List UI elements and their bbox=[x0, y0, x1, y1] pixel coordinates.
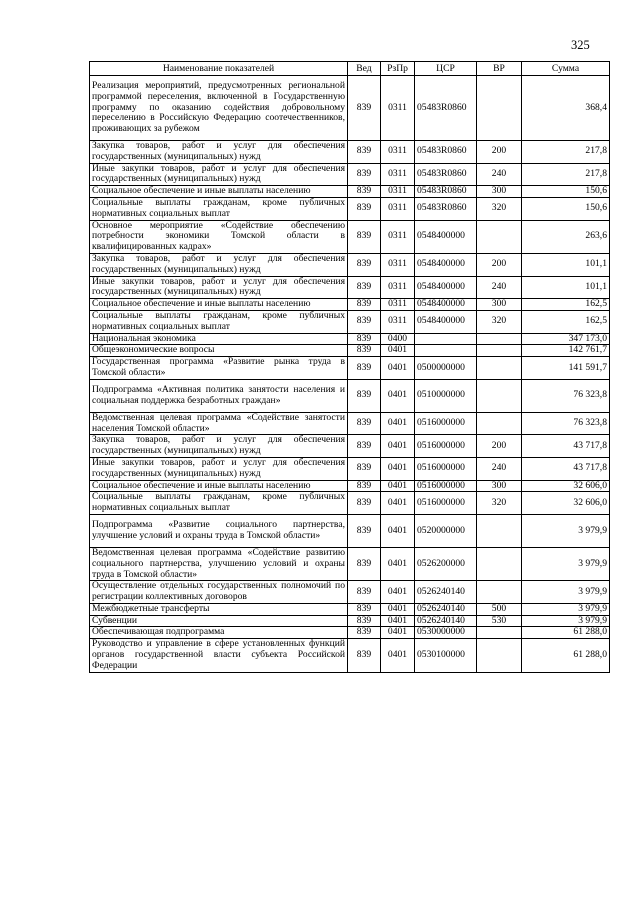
row-rzpr: 0401 bbox=[381, 345, 415, 357]
header-ved: Вед bbox=[348, 62, 381, 76]
table-row bbox=[90, 253, 610, 276]
row-rzpr: 0311 bbox=[381, 141, 415, 164]
row-rzpr: 0401 bbox=[381, 492, 415, 515]
row-csr: 0526240140 bbox=[415, 603, 477, 615]
row-name: Закупка товаров, работ и услуг для обеспечения государственных (муниципальных) нужд bbox=[90, 253, 348, 276]
row-rzpr: 0311 bbox=[381, 310, 415, 333]
row-ved: 839 bbox=[348, 357, 381, 380]
row-rzpr: 0311 bbox=[381, 276, 415, 299]
row-sum: 368,4 bbox=[522, 76, 610, 141]
row-sum: 76 323,8 bbox=[522, 412, 610, 435]
row-rzpr: 0311 bbox=[381, 197, 415, 220]
row-vr bbox=[477, 220, 522, 253]
table-row bbox=[90, 457, 610, 480]
row-ved: 839 bbox=[348, 333, 381, 345]
row-vr bbox=[477, 412, 522, 435]
row-rzpr: 0401 bbox=[381, 379, 415, 412]
row-csr: 0516000000 bbox=[415, 492, 477, 515]
row-rzpr: 0401 bbox=[381, 639, 415, 672]
header-csr: ЦСР bbox=[415, 62, 477, 76]
table-header-row bbox=[90, 62, 610, 76]
row-ved: 839 bbox=[348, 639, 381, 672]
row-rzpr: 0401 bbox=[381, 547, 415, 580]
row-vr: 530 bbox=[477, 615, 522, 627]
table-row bbox=[90, 76, 610, 141]
row-ved: 839 bbox=[348, 514, 381, 547]
row-rzpr: 0311 bbox=[381, 186, 415, 198]
row-csr: 0516000000 bbox=[415, 435, 477, 458]
row-vr: 240 bbox=[477, 457, 522, 480]
table-row bbox=[90, 514, 610, 547]
row-name: Социальное обеспечение и иные выплаты населению bbox=[90, 186, 348, 198]
row-name: Осуществление отдельных государственных полномочий по регистрации коллективных договоров bbox=[90, 581, 348, 604]
row-name: Национальная экономика bbox=[90, 333, 348, 345]
row-rzpr: 0401 bbox=[381, 627, 415, 639]
row-vr bbox=[477, 639, 522, 672]
budget-table bbox=[89, 61, 610, 673]
row-name: Социальные выплаты гражданам, кроме публичных нормативных социальных выплат bbox=[90, 310, 348, 333]
row-vr bbox=[477, 357, 522, 380]
row-name: Ведомственная целевая программа «Содействие развитию социального партнерства, улучшению условий и охраны труда в Томской области» bbox=[90, 547, 348, 580]
table-row bbox=[90, 627, 610, 639]
row-ved: 839 bbox=[348, 220, 381, 253]
header-sum: Сумма bbox=[522, 62, 610, 76]
row-sum: 217,8 bbox=[522, 163, 610, 186]
row-csr: 0548400000 bbox=[415, 276, 477, 299]
row-vr bbox=[477, 514, 522, 547]
row-sum: 61 288,0 bbox=[522, 639, 610, 672]
row-sum: 43 717,8 bbox=[522, 435, 610, 458]
row-name: Государственная программа «Развитие рынка труда в Томской области» bbox=[90, 357, 348, 380]
row-sum: 150,6 bbox=[522, 197, 610, 220]
row-sum: 3 979,9 bbox=[522, 581, 610, 604]
row-vr: 300 bbox=[477, 480, 522, 492]
row-rzpr: 0401 bbox=[381, 581, 415, 604]
row-rzpr: 0401 bbox=[381, 615, 415, 627]
row-rzpr: 0311 bbox=[381, 220, 415, 253]
table-row bbox=[90, 276, 610, 299]
row-rzpr: 0401 bbox=[381, 514, 415, 547]
row-sum: 61 288,0 bbox=[522, 627, 610, 639]
row-vr: 500 bbox=[477, 603, 522, 615]
row-name: Социальное обеспечение и иные выплаты населению bbox=[90, 299, 348, 311]
row-sum: 263,6 bbox=[522, 220, 610, 253]
table-row bbox=[90, 603, 610, 615]
row-name: Руководство и управление в сфере установленных функций органов государственной власти субъекта Российской Федерации bbox=[90, 639, 348, 672]
row-name: Социальные выплаты гражданам, кроме публичных нормативных социальных выплат bbox=[90, 197, 348, 220]
row-csr: 05483R0860 bbox=[415, 197, 477, 220]
table-row bbox=[90, 547, 610, 580]
row-vr: 240 bbox=[477, 276, 522, 299]
table-row bbox=[90, 163, 610, 186]
table-row bbox=[90, 581, 610, 604]
row-name: Иные закупки товаров, работ и услуг для обеспечения государственных (муниципальных) нужд bbox=[90, 457, 348, 480]
row-ved: 839 bbox=[348, 615, 381, 627]
table-row bbox=[90, 379, 610, 412]
row-csr: 0526200000 bbox=[415, 547, 477, 580]
row-vr: 200 bbox=[477, 253, 522, 276]
table-row bbox=[90, 141, 610, 164]
table-row bbox=[90, 357, 610, 380]
row-ved: 839 bbox=[348, 299, 381, 311]
row-sum: 142 761,7 bbox=[522, 345, 610, 357]
row-rzpr: 0401 bbox=[381, 435, 415, 458]
row-ved: 839 bbox=[348, 253, 381, 276]
row-vr bbox=[477, 627, 522, 639]
row-sum: 3 979,9 bbox=[522, 547, 610, 580]
row-ved: 839 bbox=[348, 492, 381, 515]
row-rzpr: 0401 bbox=[381, 603, 415, 615]
row-csr: 0500000000 bbox=[415, 357, 477, 380]
row-rzpr: 0311 bbox=[381, 163, 415, 186]
row-csr: 0548400000 bbox=[415, 253, 477, 276]
row-name: Социальное обеспечение и иные выплаты населению bbox=[90, 480, 348, 492]
row-name: Закупка товаров, работ и услуг для обеспечения государственных (муниципальных) нужд bbox=[90, 435, 348, 458]
row-name: Основное мероприятие «Содействие обеспечению потребности экономики Томской области в квалифицированных кадрах» bbox=[90, 220, 348, 253]
row-ved: 839 bbox=[348, 379, 381, 412]
table-row bbox=[90, 412, 610, 435]
row-vr: 200 bbox=[477, 141, 522, 164]
row-sum: 141 591,7 bbox=[522, 357, 610, 380]
header-rzpr: РзПр bbox=[381, 62, 415, 76]
row-ved: 839 bbox=[348, 186, 381, 198]
row-name: Социальные выплаты гражданам, кроме публичных нормативных социальных выплат bbox=[90, 492, 348, 515]
table-row bbox=[90, 615, 610, 627]
row-name: Ведомственная целевая программа «Содействие занятости населения Томской области» bbox=[90, 412, 348, 435]
row-ved: 839 bbox=[348, 603, 381, 615]
row-rzpr: 0400 bbox=[381, 333, 415, 345]
row-csr: 0526240140 bbox=[415, 615, 477, 627]
table-row bbox=[90, 333, 610, 345]
row-vr: 320 bbox=[477, 310, 522, 333]
row-sum: 3 979,9 bbox=[522, 514, 610, 547]
row-ved: 839 bbox=[348, 457, 381, 480]
row-name: Подпрограмма «Активная политика занятости населения и социальная поддержка безработных граждан» bbox=[90, 379, 348, 412]
row-csr: 0530000000 bbox=[415, 627, 477, 639]
table-row bbox=[90, 480, 610, 492]
row-ved: 839 bbox=[348, 76, 381, 141]
table-row bbox=[90, 435, 610, 458]
table-row bbox=[90, 220, 610, 253]
table-row bbox=[90, 639, 610, 672]
row-rzpr: 0311 bbox=[381, 299, 415, 311]
row-sum: 3 979,9 bbox=[522, 615, 610, 627]
row-vr bbox=[477, 76, 522, 141]
row-sum: 162,5 bbox=[522, 299, 610, 311]
header-vr: ВР bbox=[477, 62, 522, 76]
table-row bbox=[90, 299, 610, 311]
table-row bbox=[90, 345, 610, 357]
row-name: Закупка товаров, работ и услуг для обеспечения государственных (муниципальных) нужд bbox=[90, 141, 348, 164]
row-csr: 05483R0860 bbox=[415, 76, 477, 141]
row-csr: 0520000000 bbox=[415, 514, 477, 547]
row-vr: 320 bbox=[477, 197, 522, 220]
row-rzpr: 0311 bbox=[381, 253, 415, 276]
header-name: Наименование показателей bbox=[90, 62, 348, 76]
row-name: Обеспечивающая подпрограмма bbox=[90, 627, 348, 639]
row-name: Реализация мероприятий, предусмотренных региональной программой переселения, включенной в Государственную программу по оказанию содействия добровольному переселению в Российскую Федерацию соотечественников, проживающих за рубежом bbox=[90, 76, 348, 141]
row-csr: 05483R0860 bbox=[415, 186, 477, 198]
row-ved: 839 bbox=[348, 627, 381, 639]
row-vr bbox=[477, 333, 522, 345]
table-row bbox=[90, 492, 610, 515]
row-csr: 05483R0860 bbox=[415, 163, 477, 186]
row-vr: 200 bbox=[477, 435, 522, 458]
row-csr: 0516000000 bbox=[415, 412, 477, 435]
row-name: Межбюджетные трансферты bbox=[90, 603, 348, 615]
row-sum: 101,1 bbox=[522, 276, 610, 299]
row-sum: 76 323,8 bbox=[522, 379, 610, 412]
row-sum: 217,8 bbox=[522, 141, 610, 164]
row-csr bbox=[415, 333, 477, 345]
row-sum: 43 717,8 bbox=[522, 457, 610, 480]
row-ved: 839 bbox=[348, 480, 381, 492]
row-vr: 240 bbox=[477, 163, 522, 186]
row-csr: 0548400000 bbox=[415, 310, 477, 333]
row-rzpr: 0401 bbox=[381, 480, 415, 492]
row-rzpr: 0311 bbox=[381, 76, 415, 141]
row-name: Субвенции bbox=[90, 615, 348, 627]
row-rzpr: 0401 bbox=[381, 357, 415, 380]
row-csr: 0526240140 bbox=[415, 581, 477, 604]
row-sum: 162,5 bbox=[522, 310, 610, 333]
row-name: Подпрограмма «Развитие социального партнерства, улучшение условий и охраны труда в Томской области» bbox=[90, 514, 348, 547]
row-csr: 0530100000 bbox=[415, 639, 477, 672]
table-row bbox=[90, 197, 610, 220]
row-csr: 0510000000 bbox=[415, 379, 477, 412]
row-sum: 347 173,0 bbox=[522, 333, 610, 345]
table-row bbox=[90, 186, 610, 198]
table-body bbox=[90, 76, 610, 673]
row-sum: 32 606,0 bbox=[522, 480, 610, 492]
row-csr bbox=[415, 345, 477, 357]
row-vr bbox=[477, 581, 522, 604]
row-ved: 839 bbox=[348, 345, 381, 357]
row-rzpr: 0401 bbox=[381, 457, 415, 480]
row-csr: 0516000000 bbox=[415, 480, 477, 492]
row-vr bbox=[477, 379, 522, 412]
row-csr: 0548400000 bbox=[415, 220, 477, 253]
page-number: 325 bbox=[571, 38, 590, 52]
row-ved: 839 bbox=[348, 163, 381, 186]
row-name: Общеэкономические вопросы bbox=[90, 345, 348, 357]
row-ved: 839 bbox=[348, 412, 381, 435]
row-sum: 3 979,9 bbox=[522, 603, 610, 615]
row-vr: 300 bbox=[477, 186, 522, 198]
row-name: Иные закупки товаров, работ и услуг для обеспечения государственных (муниципальных) нужд bbox=[90, 163, 348, 186]
row-name: Иные закупки товаров, работ и услуг для обеспечения государственных (муниципальных) нужд bbox=[90, 276, 348, 299]
row-rzpr: 0401 bbox=[381, 412, 415, 435]
row-ved: 839 bbox=[348, 581, 381, 604]
row-sum: 101,1 bbox=[522, 253, 610, 276]
row-ved: 839 bbox=[348, 197, 381, 220]
row-vr bbox=[477, 345, 522, 357]
row-ved: 839 bbox=[348, 141, 381, 164]
row-csr: 0516000000 bbox=[415, 457, 477, 480]
row-vr: 320 bbox=[477, 492, 522, 515]
row-vr bbox=[477, 547, 522, 580]
row-ved: 839 bbox=[348, 276, 381, 299]
row-csr: 0548400000 bbox=[415, 299, 477, 311]
row-sum: 150,6 bbox=[522, 186, 610, 198]
row-sum: 32 606,0 bbox=[522, 492, 610, 515]
row-ved: 839 bbox=[348, 310, 381, 333]
row-ved: 839 bbox=[348, 547, 381, 580]
row-vr: 300 bbox=[477, 299, 522, 311]
row-csr: 05483R0860 bbox=[415, 141, 477, 164]
table-row bbox=[90, 310, 610, 333]
row-ved: 839 bbox=[348, 435, 381, 458]
